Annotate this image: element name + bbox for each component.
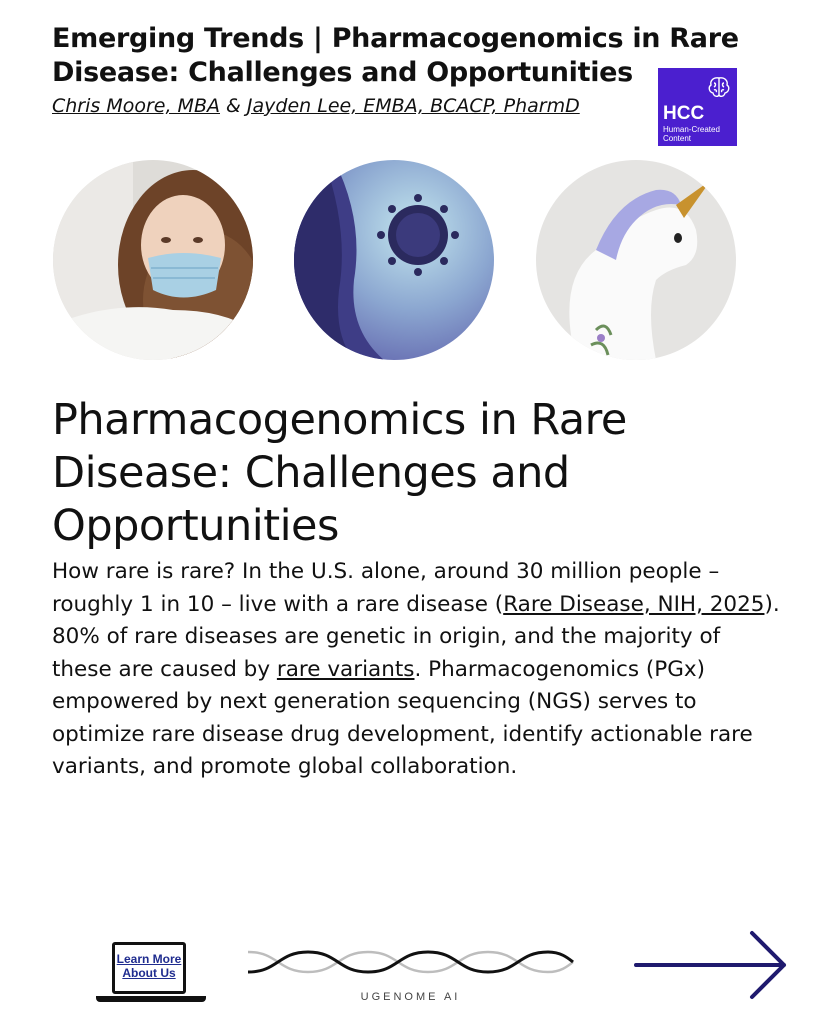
hcc-badge: [658, 68, 737, 146]
laptop-base: [96, 996, 206, 1002]
laptop-icon: [96, 940, 206, 1008]
ugenome-logo: [243, 942, 578, 982]
arrow-right-icon[interactable]: [634, 930, 790, 1000]
article-body: [52, 556, 782, 784]
rare-variants-link[interactable]: rare variants: [276, 656, 415, 682]
learn-more-button[interactable]: Learn More About Us: [116, 952, 182, 980]
article-text-3: . Pharmacogenomics (PGx) empowered by next generation sequencing (NGS) serves to optimize rare disease drug development, identify actionable rare variants, and promote global collaboration.: [52, 656, 753, 779]
article-heading: Pharmacogenomics in Rare Disease: Challenges and Opportunities: [52, 395, 627, 551]
child-with-mask-photo: [53, 160, 253, 360]
hcc-badge-abbr: HCC: [663, 103, 705, 124]
article-text-2: ). 80% of rare diseases are genetic in origin, and the majority of these are caused by: [52, 591, 780, 682]
ugenome-logo-text: UGENOME AI: [360, 991, 461, 1003]
article-text-1: How rare is rare? In the U.S. alone, around 30 million people – roughly 1 in 10 – live with a rare disease (: [52, 559, 720, 617]
author-separator: &: [220, 95, 247, 117]
toy-unicorn-photo: [536, 160, 736, 360]
header-title: Emerging Trends | Pharmacogenomics in Rare Disease: Challenges and Opportunities: [52, 23, 739, 88]
virus-micrograph-photo: [294, 160, 494, 360]
hcc-badge-text: Human-Created Content: [663, 125, 720, 143]
author-link-jayden-lee[interactable]: Jayden Lee, EMBA, BCACP, PharmD: [246, 95, 580, 117]
rare-disease-nih-link[interactable]: Rare Disease, NIH, 2025: [503, 591, 765, 617]
brain-icon: [706, 74, 732, 100]
author-line: [52, 94, 580, 118]
author-link-chris-moore[interactable]: Chris Moore, MBA: [52, 95, 220, 117]
